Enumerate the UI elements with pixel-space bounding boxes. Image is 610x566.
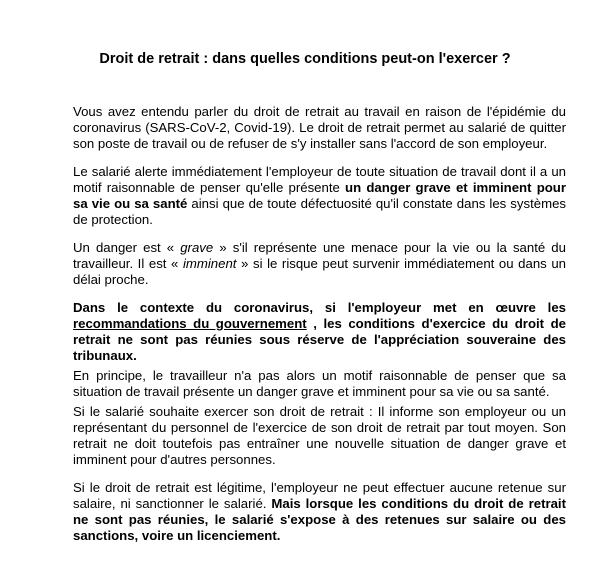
paragraph-consequences <box>73 480 566 544</box>
consequences-text: Si le droit de retrait est légitime, l'employeur ne peut effectuer aucune retenue sur salaire, ni sanctionner le salarié. <box>73 480 566 511</box>
recommendations-link[interactable]: recommandations du gouvernement <box>73 316 307 331</box>
document-body <box>73 104 566 544</box>
definition-text-3: » si le risque peut survenir immédiatement ou dans un délai proche. <box>73 256 566 287</box>
paragraph-coronavirus-context <box>73 300 566 364</box>
definition-term-grave: grave <box>180 240 214 255</box>
paragraph-alert-text: Le salarié alerte immédiatement l'employeur de toute situation de travail dont il a un motif raisonnable de penser qu'elle présente <box>73 164 566 195</box>
definition-text-2: » s'il représente une menace pour la vie ou la santé du travailleur. Il est « <box>73 240 566 271</box>
document-title: Droit de retrait : dans quelles conditions peut-on l'exercer ? <box>99 51 511 67</box>
paragraph-exercise: Si le salarié souhaite exercer son droit de retrait : Il informe son employeur ou un représentant du personnel de l'exercice de son droit de retrait par tout moyen. Son retrait ne doit toutefois pas entraîner une nouvelle situation de danger grave et imminent pour d'autres personnes. <box>73 404 566 467</box>
definition-term-imminent: imminent <box>182 256 237 271</box>
paragraph-definition <box>73 240 566 288</box>
definition-text-1: Un danger est « <box>73 240 181 255</box>
paragraph-alert-text-end: ainsi que de toute défectuosité qu'il constate dans les systèmes de protection. <box>73 196 566 227</box>
paragraph-intro: Vous avez entendu parler du droit de retrait au travail en raison de l'épidémie du coronavirus (SARS-CoV-2, Covid-19). Le droit de retrait permet au salarié de quitter son poste de travail ou de refuser de s'y installer sans l'accord de son employeur. <box>73 104 566 151</box>
paragraph-alert-emphasis: un danger grave et imminent pour sa vie ou sa santé <box>73 180 566 211</box>
consequences-warning: Mais lorsque les conditions du droit de retrait ne sont pas réunies, le salarié s'expose à des retenues sur salaire ou des sanctions, voire un licenciement. <box>73 496 566 543</box>
paragraph-alert <box>73 164 566 228</box>
paragraph-principle: En principe, le travailleur n'a pas alors un motif raisonnable de penser que sa situation de travail présente un danger grave et imminent pour sa vie ou sa santé. <box>73 368 566 399</box>
context-text-2: , les conditions d'exercice du droit de retrait ne sont pas réunies sous réserve de l'appréciation souveraine des tribunaux. <box>73 316 566 363</box>
context-text-1: Dans le contexte du coronavirus, si l'employeur met en œuvre les <box>73 300 566 315</box>
